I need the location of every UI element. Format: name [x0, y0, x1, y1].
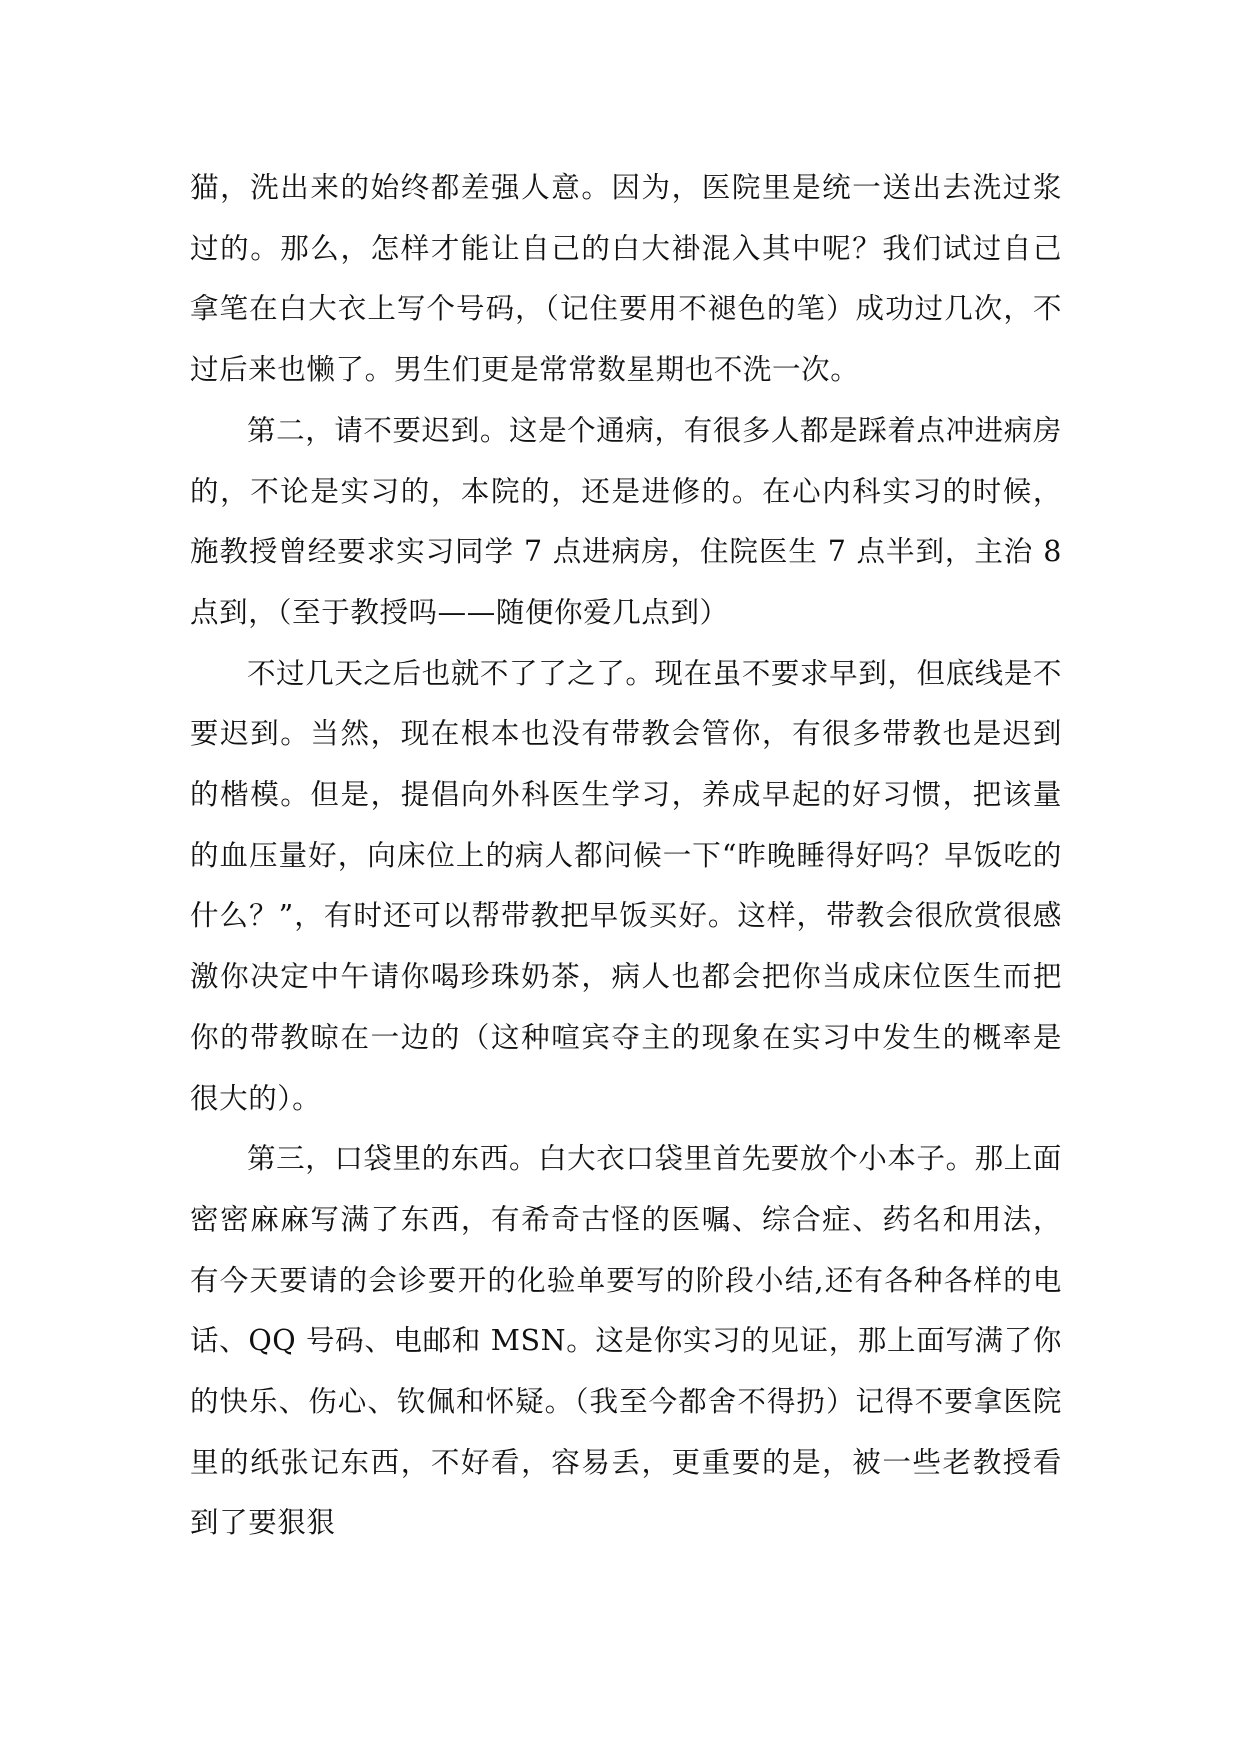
paragraph-4: 第三，口袋里的东西。白大衣口袋里首先要放个小本子。那上面密密麻麻写满了东西，有希奇古怪的医嘱、综合症、药名和用法，有今天要请的会诊要开的化验单要写的阶段小结,还有各种各样的电话、QQ 号码、电邮和 MSN。这是你实习的见证，那上面写满了你的快乐、伤心、钦佩和怀疑。（我至今都舍不得扔）记得不要拿医院里的纸张记东西，不好看，容易丢，更重要的是，被一些老教授看到了要狠狠 — [190, 1142, 1062, 1540]
paragraph-3: 不过几天之后也就不了了之了。现在虽不要求早到，但底线是不要迟到。当然，现在根本也没有带教会管你，有很多带教也是迟到的楷模。但是，提倡向外科医生学习，养成早起的好习惯，把该量的血压量好，向床位上的病人都问候一下“昨晚睡得好吗？早饭吃的什么？”，有时还可以帮带教把早饭买好。这样，带教会很欣赏很感激你决定中午请你喝珍珠奶茶，病人也都会把你当成床位医生而把你的带教晾在一边的（这种喧宾夺主的现象在实习中发生的概率是很大的）。 — [190, 656, 1062, 1115]
paragraph-1: 猫，洗出来的始终都差强人意。因为，医院里是统一送出去洗过浆过的。那么，怎样才能让自己的白大褂混入其中呢？我们试过自己拿笔在白大衣上写个号码，（记住要用不褪色的笔）成功过几次，不过后来也懒了。男生们更是常常数星期也不洗一次。 — [190, 171, 1062, 387]
document-body — [190, 158, 1062, 1554]
paragraph-2: 第二，请不要迟到。这是个通病，有很多人都是踩着点冲进病房的，不论是实习的，本院的，还是进修的。在心内科实习的时候，施教授曾经要求实习同学 7 点进病房，住院医生 7 点半到，主治 8 点到，（至于教授吗——随便你爱几点到） — [190, 413, 1062, 629]
